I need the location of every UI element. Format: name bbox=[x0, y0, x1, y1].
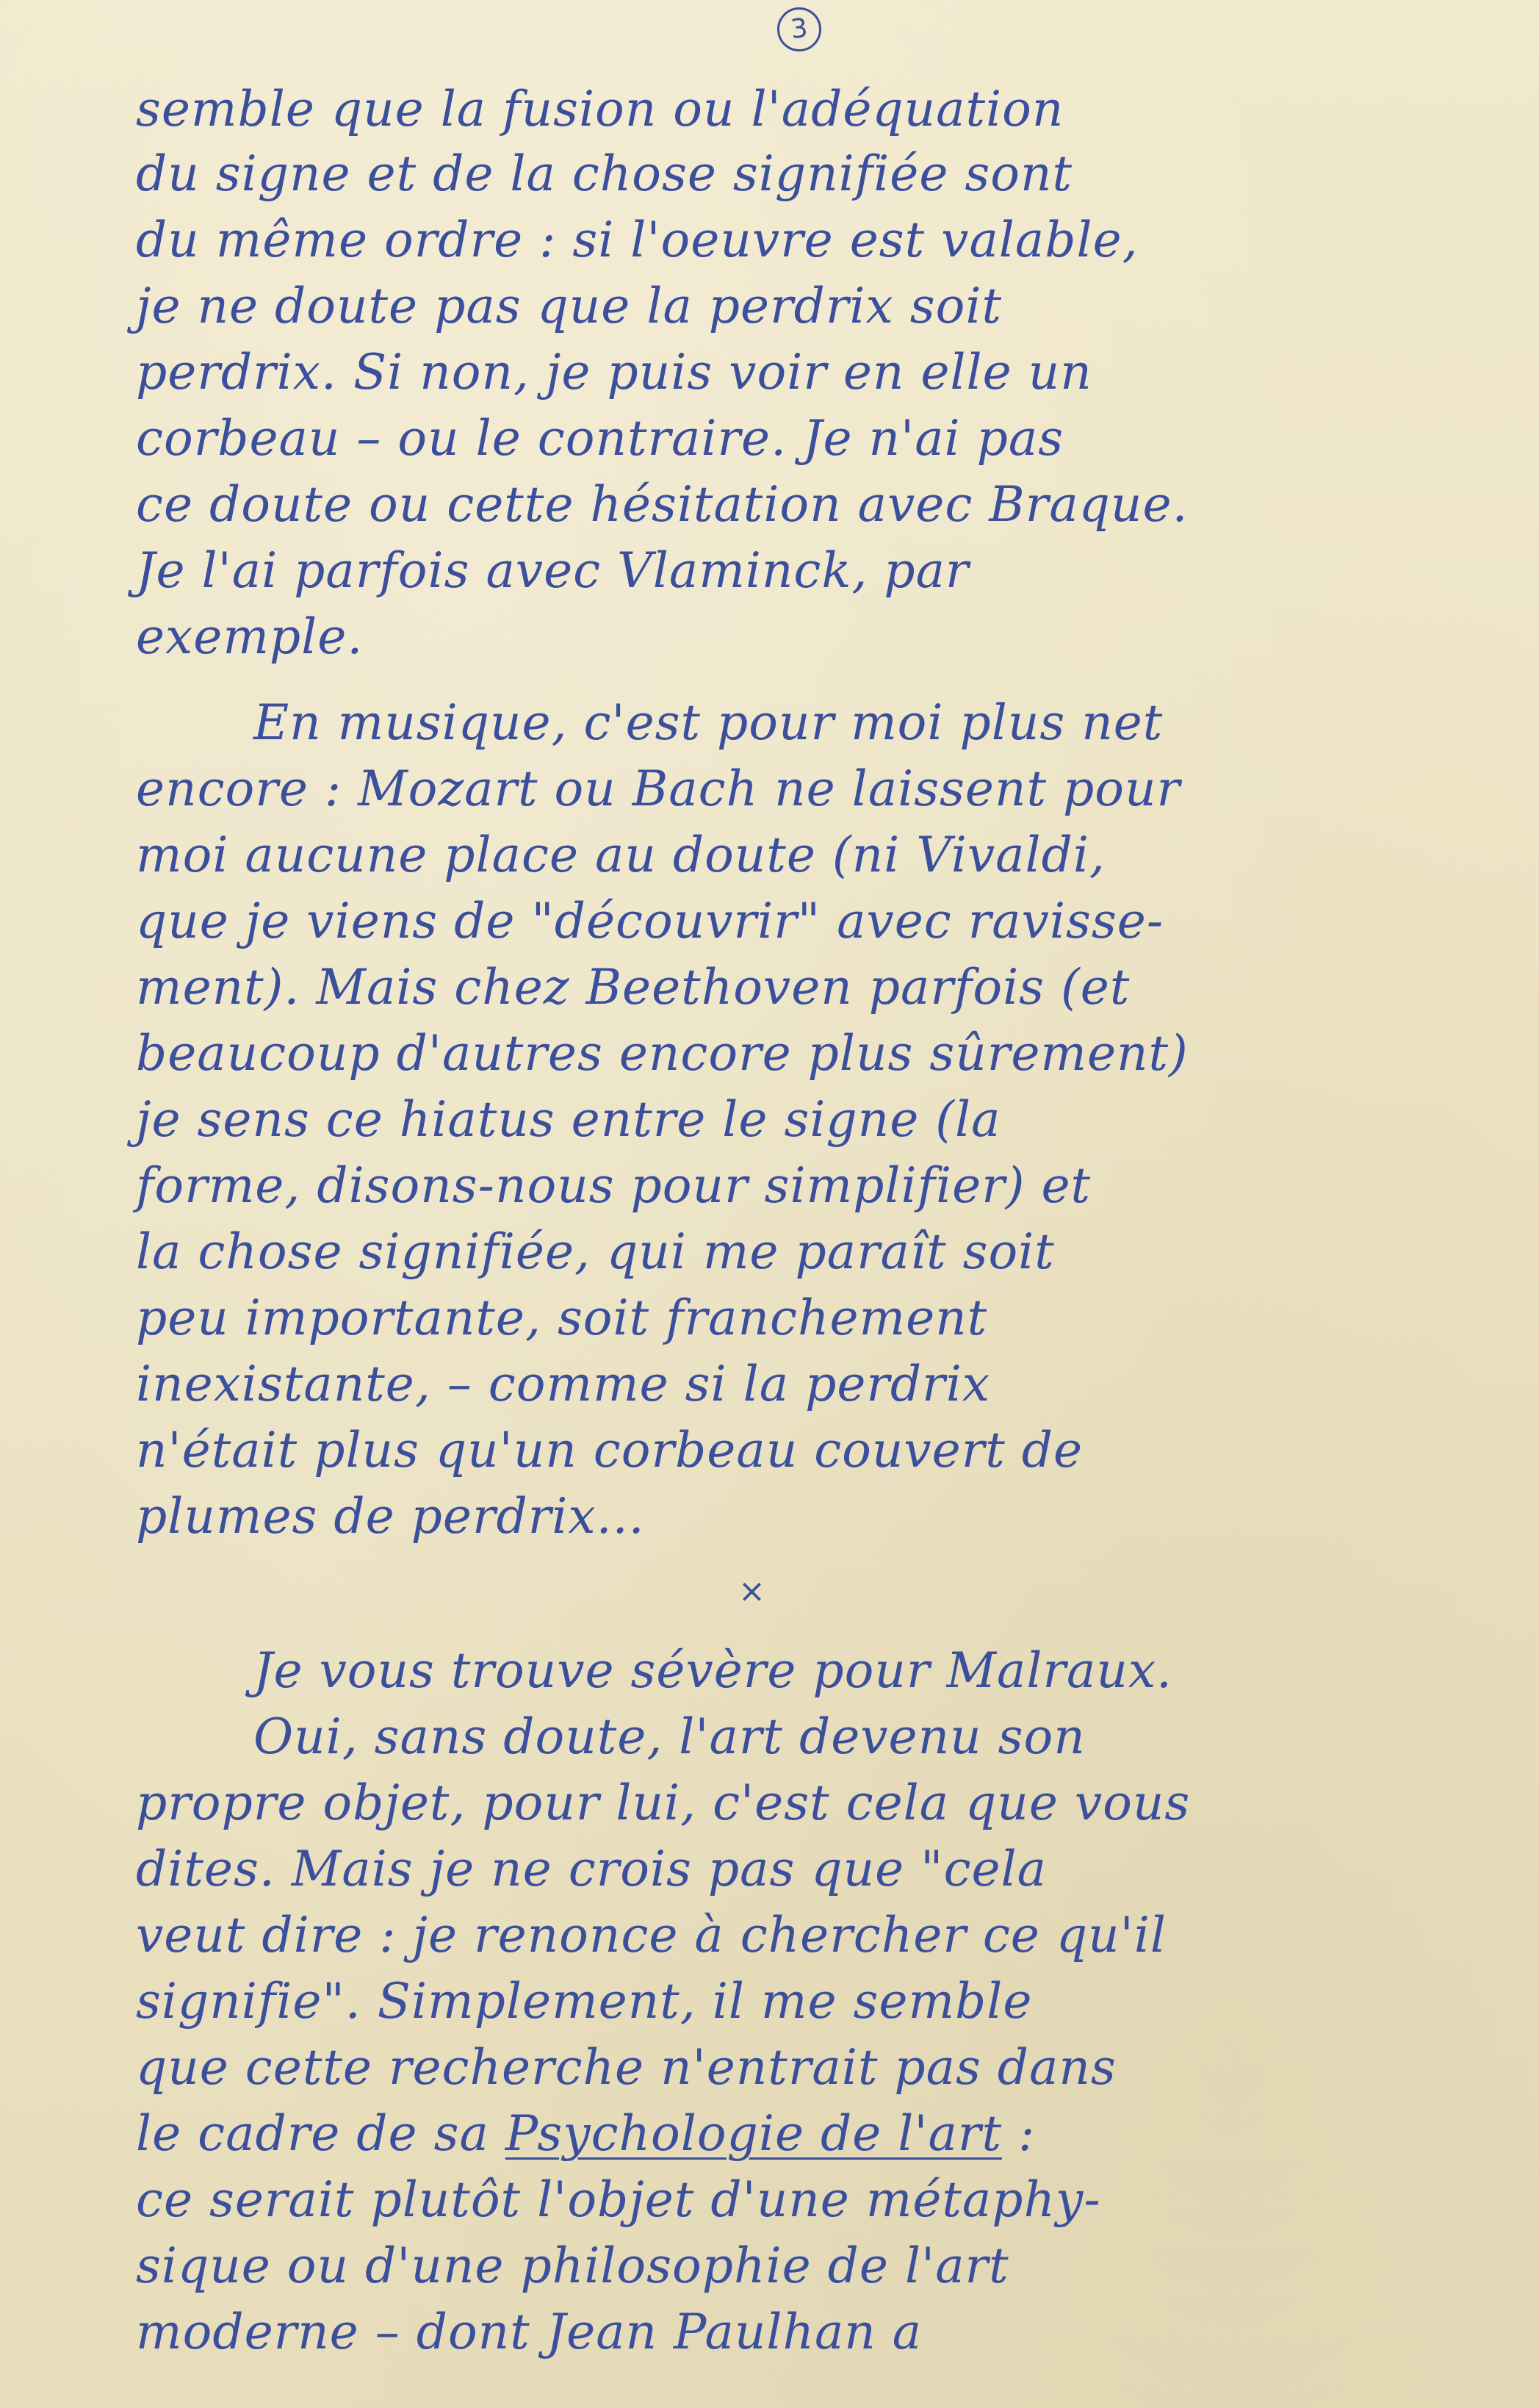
handwritten-line: veut dire : je renonce à chercher ce qu'il bbox=[136, 1907, 1167, 1963]
handwritten-line: beaucoup d'autres encore plus sûrement) bbox=[136, 1025, 1189, 1082]
handwritten-line: dites. Mais je ne crois pas que "cela bbox=[136, 1841, 1047, 1897]
handwritten-line: propre objet, pour lui, c'est cela que vous bbox=[136, 1775, 1191, 1831]
line-text: : bbox=[1001, 2105, 1036, 2162]
handwritten-line: corbeau – ou le contraire. Je n'ai pas bbox=[136, 410, 1064, 467]
handwritten-line: moderne – dont Jean Paulhan a bbox=[136, 2304, 923, 2360]
handwritten-line: Oui, sans doute, l'art devenu son bbox=[253, 1708, 1086, 1765]
handwritten-line: inexistante, – comme si la perdrix bbox=[136, 1356, 991, 1412]
section-separator: × bbox=[738, 1573, 765, 1610]
handwritten-line: En musique, c'est pour moi plus net bbox=[253, 694, 1164, 751]
handwritten-line: du même ordre : si l'oeuvre est valable, bbox=[136, 212, 1139, 268]
handwritten-line: n'était plus qu'un corbeau couvert de bbox=[136, 1422, 1084, 1478]
book-title: Psychologie de l'art bbox=[505, 2105, 1002, 2162]
line-text: le cadre de sa bbox=[136, 2105, 505, 2162]
handwritten-line bbox=[136, 2105, 1035, 2162]
handwritten-line: je ne doute pas que la perdrix soit bbox=[136, 278, 1002, 334]
handwritten-line: que je viens de "découvrir" avec ravisse- bbox=[136, 893, 1164, 949]
handwritten-line: forme, disons-nous pour simplifier) et bbox=[136, 1157, 1092, 1214]
handwritten-line: la chose signifiée, qui me paraît soit bbox=[136, 1223, 1055, 1280]
handwritten-line: plumes de perdrix... bbox=[136, 1488, 645, 1545]
handwritten-line: ce serait plutôt l'objet d'une métaphy- bbox=[136, 2171, 1101, 2228]
handwritten-line: ce doute ou cette hésitation avec Braque. bbox=[136, 476, 1189, 533]
handwritten-line: perdrix. Si non, je puis voir en elle un bbox=[136, 344, 1092, 400]
handwritten-line: que cette recherche n'entrait pas dans bbox=[136, 2039, 1117, 2096]
handwritten-line: signifie". Simplement, il me semble bbox=[136, 1973, 1033, 2030]
handwritten-line: sique ou d'une philosophie de l'art bbox=[136, 2238, 1009, 2294]
handwritten-line: peu importante, soit franchement bbox=[136, 1290, 988, 1346]
page-number: 3 bbox=[775, 5, 823, 54]
handwritten-line: encore : Mozart ou Bach ne laissent pour bbox=[136, 761, 1181, 817]
handwritten-line: du signe et de la chose signifiée sont bbox=[136, 145, 1073, 202]
handwritten-line: semble que la fusion ou l'adéquation bbox=[136, 81, 1064, 137]
handwritten-line: exemple. bbox=[136, 608, 364, 665]
handwritten-line: moi aucune place au doute (ni Vivaldi, bbox=[136, 827, 1106, 883]
handwritten-line: Je l'ai parfois avec Vlaminck, par bbox=[136, 542, 970, 599]
handwritten-line: Je vous trouve sévère pour Malraux. bbox=[253, 1642, 1173, 1699]
handwritten-line: je sens ce hiatus entre le signe (la bbox=[136, 1091, 1001, 1148]
handwritten-line: ment). Mais chez Beethoven parfois (et bbox=[136, 959, 1131, 1016]
